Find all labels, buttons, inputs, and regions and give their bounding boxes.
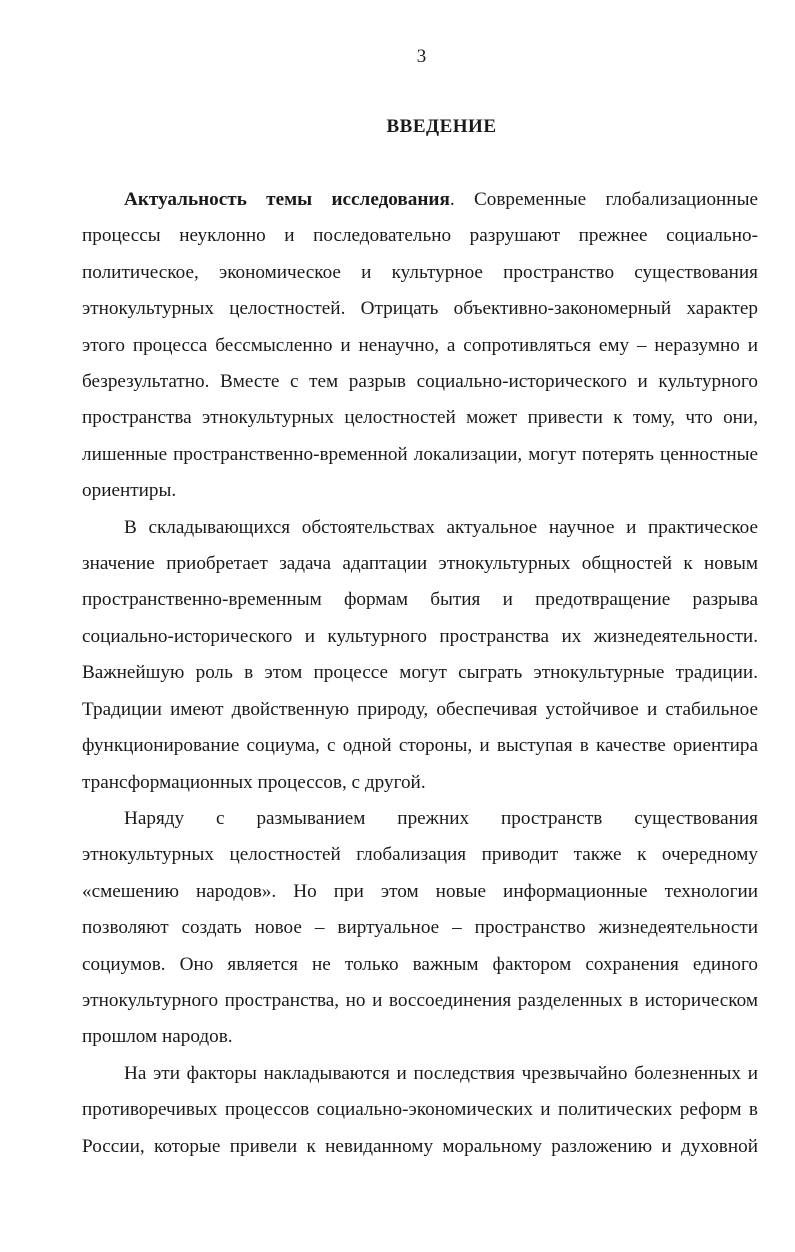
paragraph-text: . Современные глобализационные процессы неуклонно и последовательно разрушают прежнее социально-политическое, экономическое и культурное пространство существования этнокультурных целостностей. Отрицать объективно-закономерный характер этого процесса бессмысленно и ненаучно, а сопротивляться ему – неразумно и безрезультатно. Вместе с тем разрыв социально-исторического и культурного пространства этнокультурных целостностей может привести к тому, что они, лишенные пространственно-временной локализации, могут потерять ценностные ориентиры. (82, 189, 758, 502)
section-heading: ВВЕДЕНИЕ (386, 116, 497, 137)
paragraph-lead: Актуальность темы исследования (124, 189, 450, 210)
paragraph-relevance (82, 182, 758, 510)
body-text (82, 182, 758, 1165)
paragraph-text: В складывающихся обстоятельствах актуальное научное и практическое значение приобретает задача адаптации этнокультурных общностей к новым пространственно-временным формам бытия и предотвращение разрыва социально-исторического и культурного пространства их жизнедеятельности. Важнейшую роль в этом процессе могут сыграть этнокультурные традиции. Традиции имеют двойственную природу, обеспечивая устойчивое и стабильное функционирование социума, с одной стороны, и выступая в качестве ориентира трансформационных процессов, с другой. (82, 516, 758, 793)
page-number: 3 (416, 46, 427, 67)
paragraph-text: Наряду с размыванием прежних пространств существования этнокультурных целостностей глобализация приводит также к очередному «смешению народов». Но при этом новые информационные технологии позволяют создать новое – виртуальное – пространство жизнедеятельности социумов. Оно является не только важным фактором сохранения единого этнокультурного пространства, но и воссоединения разделенных в историческом прошлом народов. (82, 807, 758, 1048)
paragraph-adaptation (82, 510, 758, 801)
paragraph-reforms (82, 1056, 758, 1165)
paragraph-globalization (82, 801, 758, 1056)
paragraph-text: На эти факторы накладываются и последствия чрезвычайно болезненных и противоречивых процессов социально-экономических и политических реформ в России, которые привели к невиданному моральному разложению и духовной (82, 1062, 758, 1157)
